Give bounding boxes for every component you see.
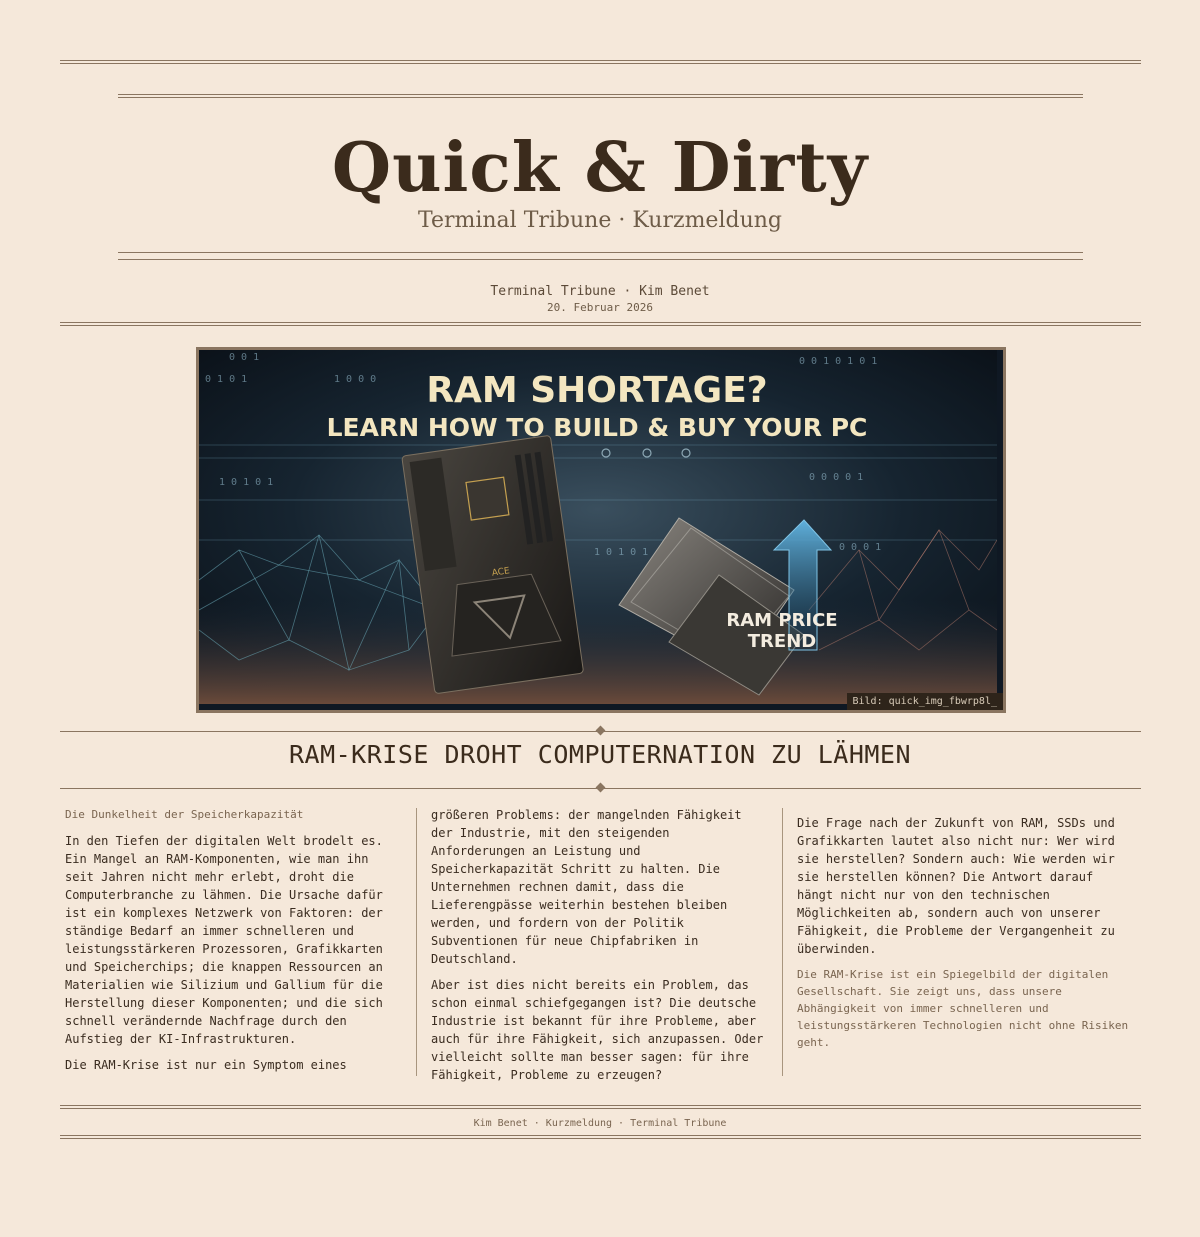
svg-text:0 0 0 0 1: 0 0 0 0 1: [809, 472, 864, 483]
masthead-top-rule: [118, 94, 1083, 98]
ornament-diamond: [596, 783, 606, 793]
byline: Terminal Tribune · Kim Benet: [490, 284, 710, 299]
footer-top-rule: [60, 1105, 1141, 1109]
image-headline-1: RAM SHORTAGE?: [426, 370, 768, 411]
badge-line-1: RAM PRICE: [726, 610, 838, 631]
column-divider: [782, 808, 783, 1076]
badge-line-2: TREND: [747, 631, 817, 652]
closing-note: Die RAM-Krise ist ein Spiegelbild der digitalen Gesellschaft. Sie zeigt uns, dass unsere Abhängigkeit von immer schnelleren und leistungsstärkeren Technologien nicht ohne Risiken geht.: [797, 968, 1129, 1049]
svg-text:0 0 0 1: 0 0 0 1: [839, 542, 882, 553]
top-rule: [60, 60, 1141, 64]
lead-image-graphic: [199, 350, 997, 704]
paragraph: größeren Problems: der mangelnden Fähigkeit der Industrie, mit den steigenden Anforderungen an Leistung und Speicherkapazität Schritt zu halten. Die Unternehmen rechnen damit, dass die Lieferengpässe weiterhin bestehen bleiben werden, und fordern von der Politik Subventionen für neue Chipfabriken in Deutschland.: [431, 808, 742, 966]
article-column-1: [65, 806, 403, 1082]
masthead-title: Quick & Dirty: [331, 128, 869, 208]
svg-text:0 1 0 1: 0 1 0 1: [205, 374, 248, 385]
svg-text:1 0 1 0 1: 1 0 1 0 1: [219, 477, 274, 488]
board-label: ACE: [491, 566, 511, 579]
footer-bottom-rule: [60, 1135, 1141, 1139]
article-column-3: [797, 814, 1135, 1059]
image-headline-2: LEARN HOW TO BUILD & BUY YOUR PC: [326, 413, 868, 442]
article-column-2: [431, 806, 769, 1092]
paragraph: Die RAM-Krise ist nur ein Symptom eines: [65, 1058, 347, 1072]
article-headline: RAM-KRISE DROHT COMPUTERNATION ZU LÄHMEN: [288, 740, 912, 769]
lead-image: [196, 347, 1006, 713]
ornament-diamond: [596, 726, 606, 736]
masthead-bottom-rule: [118, 252, 1083, 260]
svg-text:1 0 1 0 1: 1 0 1 0 1: [594, 547, 649, 558]
image-caption: Bild: quick_img_fbwrp8l_: [847, 693, 1004, 710]
svg-text:0 0 1: 0 0 1: [229, 352, 260, 363]
svg-text:1 0 0 0: 1 0 0 0: [334, 374, 377, 385]
footer-text: Kim Benet · Kurzmeldung · Terminal Tribune: [473, 1118, 727, 1129]
masthead-subtitle: Terminal Tribune · Kurzmeldung: [417, 208, 782, 233]
paragraph: Aber ist dies nicht bereits ein Problem, das schon einmal schiefgegangen ist? Die deutsche Industrie ist bekannt für ihre Probleme, aber auch für ihre Fähigkeit, sich anzupassen. Oder vielleicht sollte man besser sagen: für ihre Fähigkeit, Probleme zu erzeugen?: [431, 978, 764, 1082]
byline-rule: [60, 322, 1141, 326]
article-kicker: Die Dunkelheit der Speicherkapazität: [65, 808, 304, 821]
column-divider: [416, 808, 417, 1076]
paragraph: Die Frage nach der Zukunft von RAM, SSDs und Grafikkarten lautet also nicht nur: Wer wird sie herstellen? Sondern auch: Wie werden wir sie herstellen können? Die Antwort darauf hängt nicht nur von den technischen Möglichkeiten ab, sondern auch von unserer Fähigkeit, die Probleme der Vergangenheit zu überwinden.: [797, 816, 1115, 956]
svg-text:0 0 1 0 1 0 1: 0 0 1 0 1 0 1: [799, 356, 878, 367]
paragraph: In den Tiefen der digitalen Welt brodelt es. Ein Mangel an RAM-Komponenten, wie man ihn seit Jahren nicht mehr erlebt, droht die Computerbranche zu lähmen. Die Ursache dafür ist ein komplexes Netzwerk von Faktoren: der ständige Bedarf an immer schnelleren und leistungsstärkeren Prozessoren, Grafikkarten und Speicherchips; die knappen Ressourcen an Materialien wie Silizium und Gallium für die Herstellung dieser Komponenten; und die sich schnell verändernde Nachfrage durch den Aufstieg der KI-Infrastrukturen.: [65, 834, 383, 1046]
publication-date: 20. Februar 2026: [547, 301, 653, 314]
